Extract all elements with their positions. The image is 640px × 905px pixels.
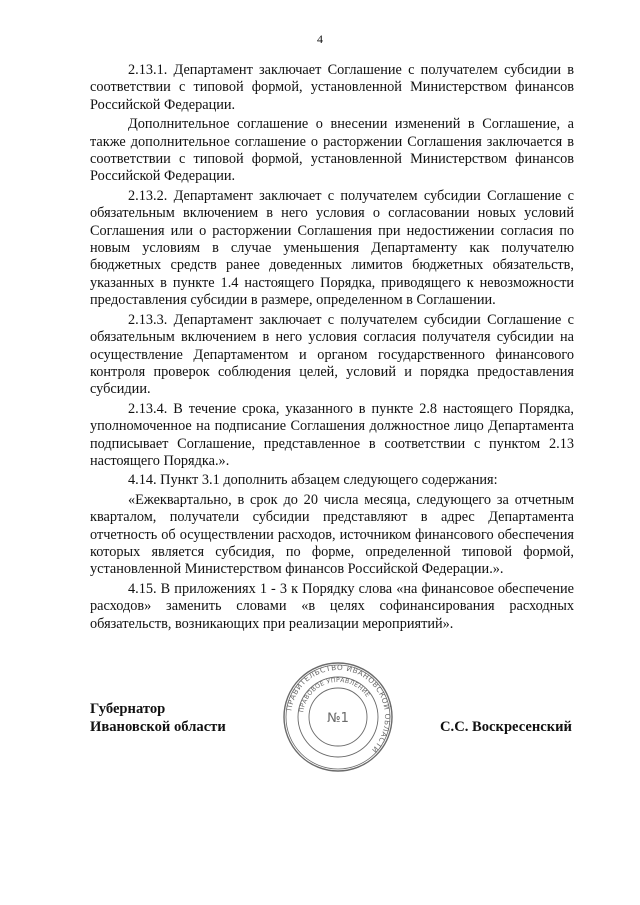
stamp-outer-text: ПРАВИТЕЛЬСТВО ИВАНОВСКОЙ ОБЛАСТИ <box>284 662 393 756</box>
paragraph-4-15: 4.15. В приложениях 1 - 3 к Порядку слова «на финансовое обеспечение расходов» заменить словами «в целях софинансирования расходных обязательств, возникающих при реализации мероприятий». <box>90 580 574 632</box>
page-number: 4 <box>317 32 323 46</box>
official-stamp <box>282 661 394 773</box>
paragraph-additional-agreement: Дополнительное соглашение о внесении изменений в Соглашение, а также дополнительное соглашение о расторжении Соглашения заключается в соответствии с типовой формой, установленной Министерством финансов Российской Федерации. <box>90 116 574 185</box>
stamp-inner-text: ПРАВОВОЕ УПРАВЛЕНИЕ <box>298 676 372 713</box>
paragraph-4-14: 4.14. Пункт 3.1 дополнить абзацем следующего содержания: <box>128 472 498 489</box>
paragraph-2-13-4: 2.13.4. В течение срока, указанного в пункте 2.8 настоящего Порядка, уполномоченное на подписание Соглашения должностное лицо Департамента подписывает Соглашение, представленное в соответствии с пунктом 2.13 настоящего Порядка.». <box>90 400 574 469</box>
body-text <box>90 62 574 635</box>
signature-title <box>90 700 226 736</box>
paragraph-2-13-2: 2.13.2. Департамент заключает с получателем субсидии Соглашение с обязательным включением в него условия о согласовании новых условий Соглашения или о расторжении Соглашения при недостижении согласия по новым условиям в случае уменьшения Департаменту как получателю бюджетных средств ранее доведенных лимитов бюджетных обязательств, указанных в пункте 1.4 настоящего Порядка, приводящего к невозможности предоставления субсидии в размере, определенном в Соглашении. <box>90 187 574 309</box>
stamp-number: №1 <box>327 711 349 726</box>
paragraph-2-13-1: 2.13.1. Департамент заключает Соглашение с получателем субсидии в соответствии с типовой формой, установленной Министерством финансов Российской Федерации. <box>90 62 574 113</box>
svg-text:ПРАВОВОЕ УПРАВЛЕНИЕ <box>298 677 371 713</box>
signature-name: С.С. Воскресенский <box>440 719 572 735</box>
paragraph-quarterly: «Ежеквартально, в срок до 20 числа месяца, следующего за отчетным кварталом, получатели субсидии представляют в адрес Департамента отчетность об осуществлении расходов, источником финансового обеспечения которых является субсидия, по форме, определенной типовой формой, установленной Министерством финансов Российской Федерации.». <box>90 491 574 578</box>
signature-title-line2: Ивановской области <box>90 719 226 735</box>
signature-title-line1: Губернатор <box>90 701 166 717</box>
paragraph-2-13-3: 2.13.3. Департамент заключает с получателем субсидии Соглашение с обязательным включением в него условия согласия получателя субсидии на осуществление Департаментом и органом государственного финансового контроля проверок соблюдения целей, условий и порядка предоставления субсидии. <box>90 311 574 398</box>
